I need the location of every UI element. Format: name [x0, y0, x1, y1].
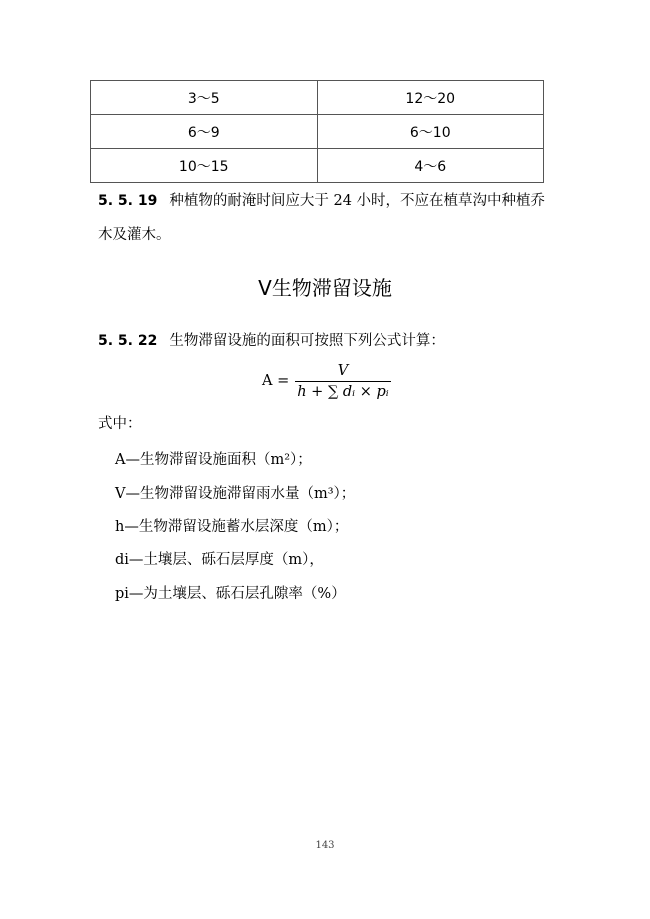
clause-text: 生物滞留设施的面积可按照下列公式计算：	[169, 333, 445, 349]
table-row	[91, 81, 544, 115]
definition-h: h—生物滞留设施蓄水层深度（m）；	[115, 519, 349, 535]
formula-lhs: A =	[262, 373, 290, 389]
definition-pi: pi—为土壤层、砾石层孔隙率（%）	[115, 586, 346, 602]
area-formula	[262, 358, 391, 404]
table-row	[91, 115, 544, 149]
table-cell: 4～6	[317, 149, 544, 183]
where-label: 式中：	[98, 416, 142, 432]
table-row	[91, 149, 544, 183]
definition-a: A—生物滞留设施面积（m²）；	[115, 452, 312, 468]
formula-fraction	[295, 362, 390, 401]
table-cell: 12～20	[317, 81, 544, 115]
fraction-bar	[295, 381, 390, 382]
clause-text: 种植物的耐淹时间应大于 24 小时，不应在植草沟中种植乔木及灌木。	[98, 193, 546, 243]
table-cell: 10～15	[91, 149, 318, 183]
definition-di: di—土壤层、砾石层厚度（m），	[115, 552, 324, 568]
page-number: 143	[315, 840, 335, 851]
value-table	[90, 80, 544, 183]
formula-numerator: V	[337, 362, 349, 379]
definition-v: V—生物滞留设施滞留雨水量（m³）；	[115, 486, 356, 502]
clause-5-5-19	[98, 184, 553, 252]
table-cell: 3～5	[91, 81, 318, 115]
formula-denominator: h + ∑ dᵢ × pᵢ	[297, 383, 389, 400]
clause-5-5-22	[98, 324, 553, 358]
clause-number: 5. 5. 22	[98, 333, 158, 349]
clause-number: 5. 5. 19	[98, 193, 158, 209]
table-cell: 6～9	[91, 115, 318, 149]
section-heading: Ⅴ生物滞留设施	[258, 276, 392, 300]
table-cell: 6～10	[317, 115, 544, 149]
